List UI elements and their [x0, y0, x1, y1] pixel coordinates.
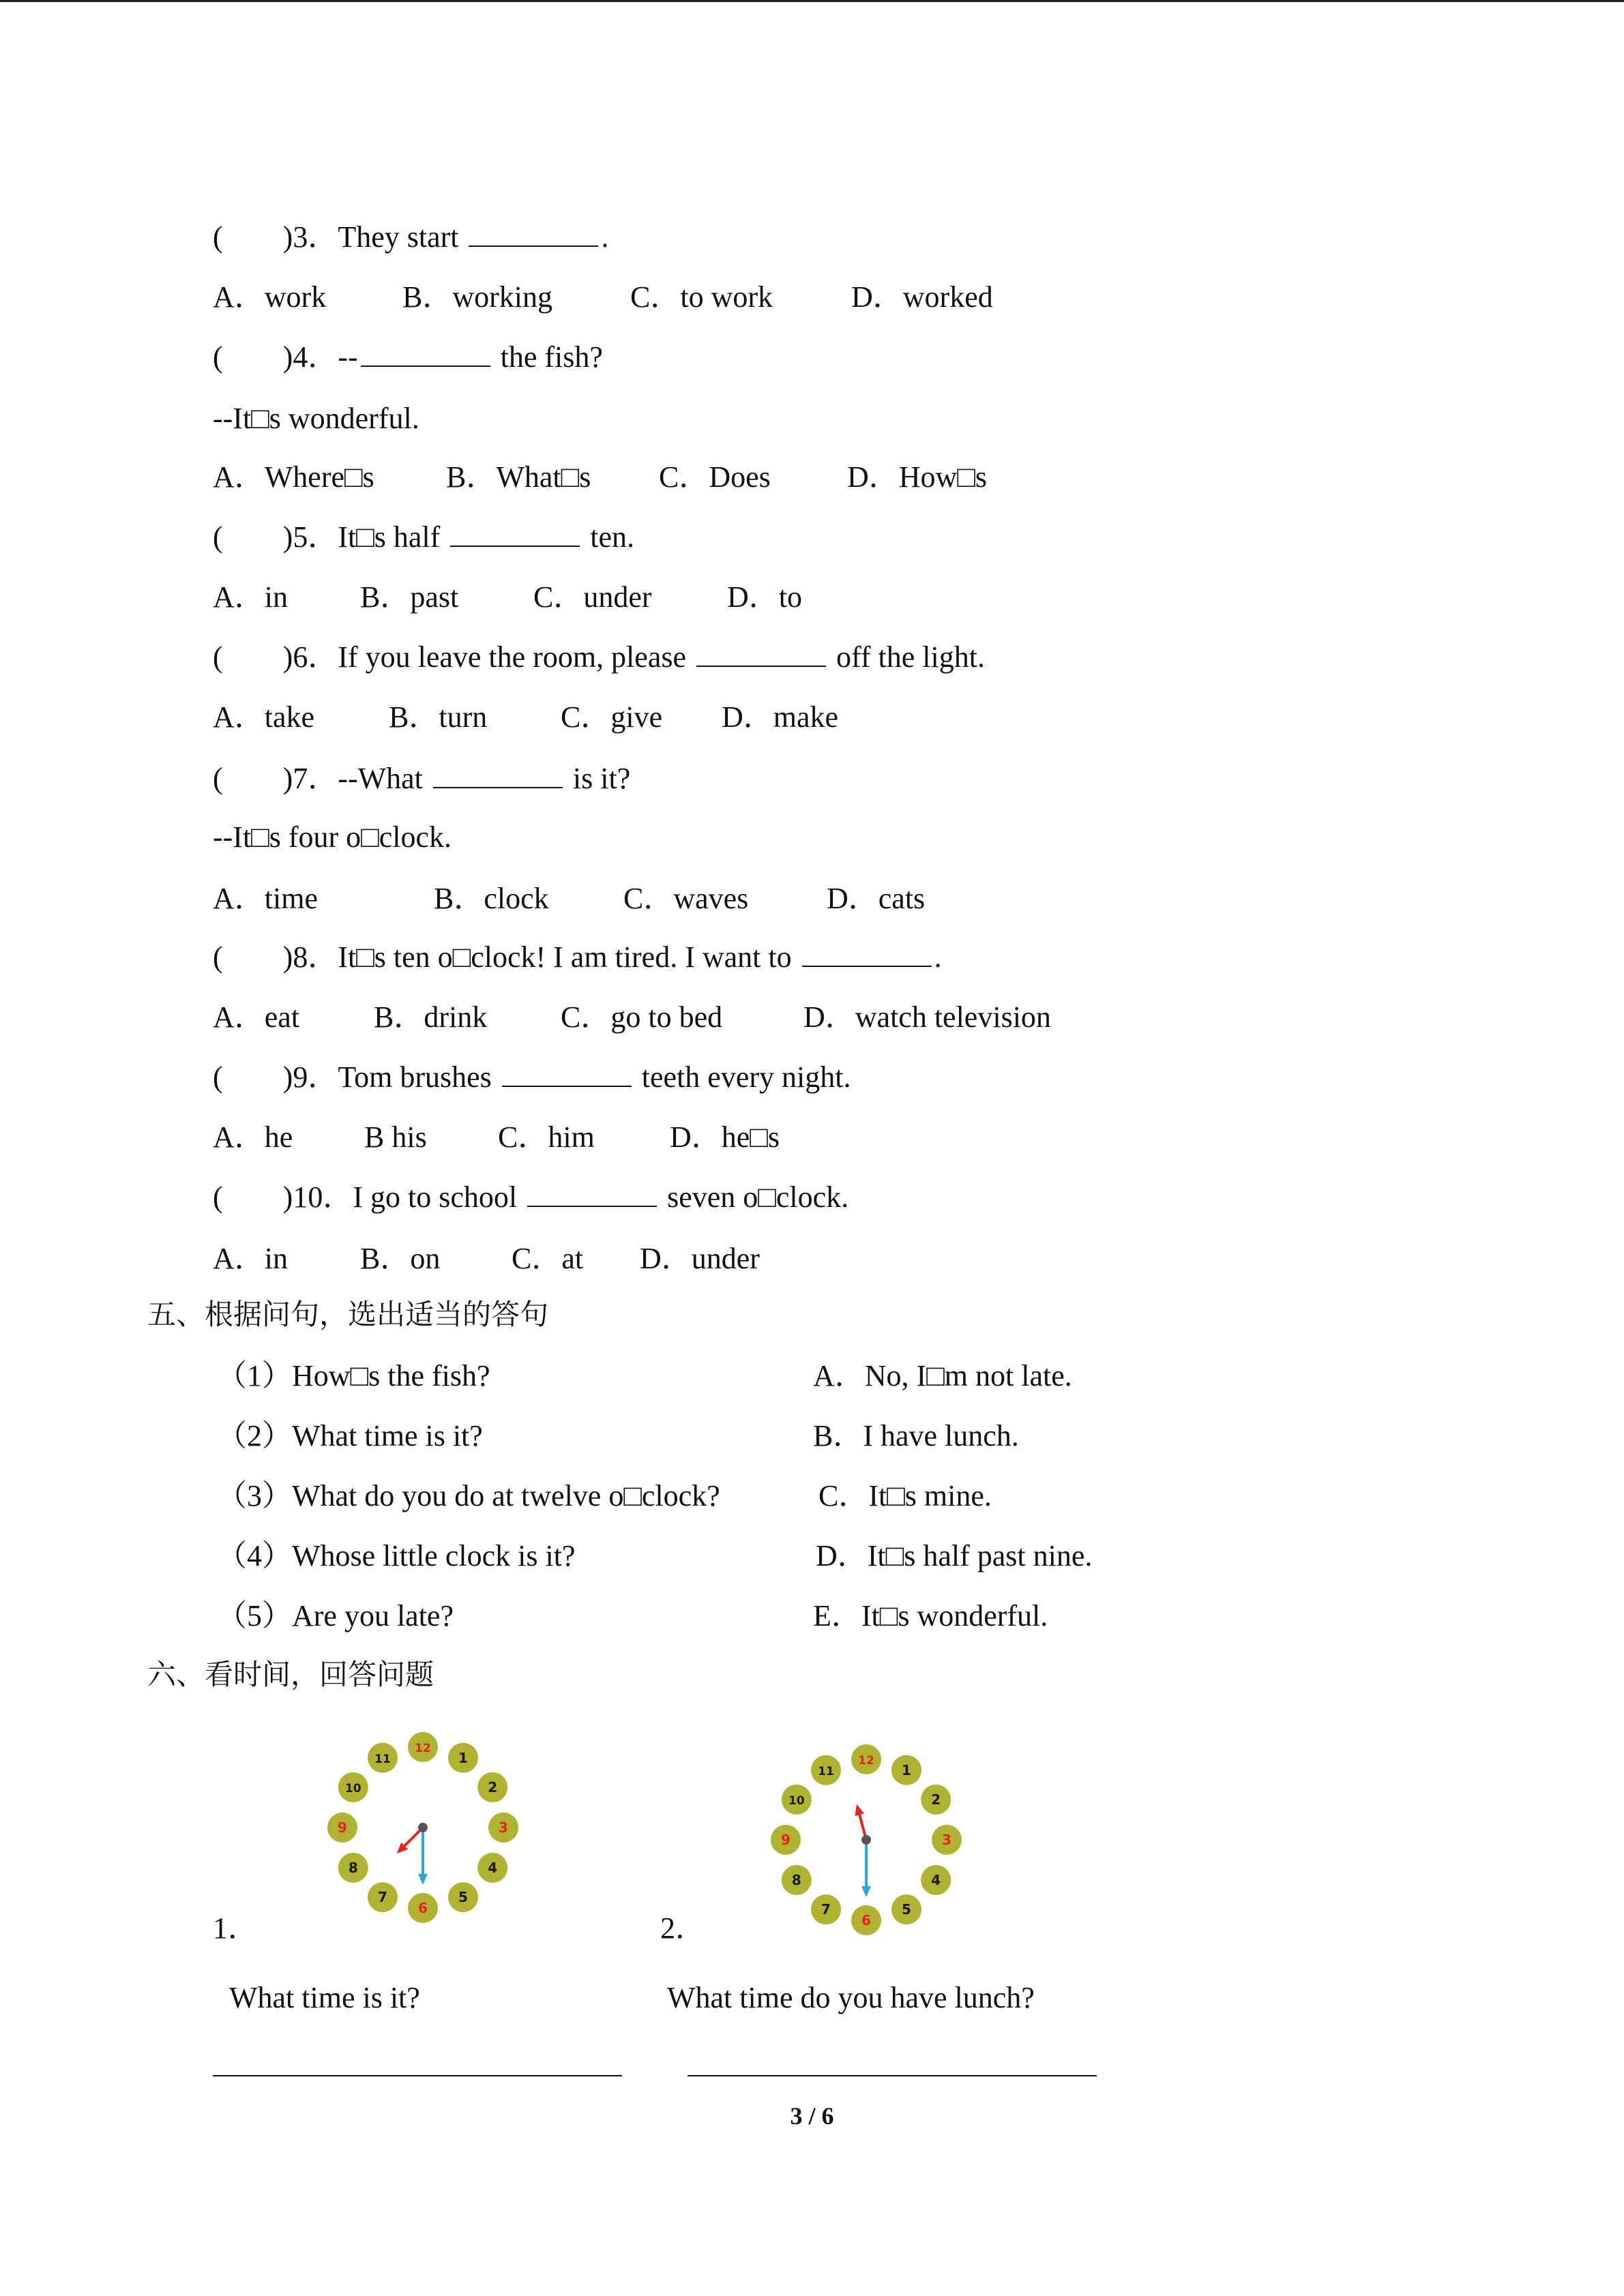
option-A[interactable]: A．Where□s — [213, 460, 374, 494]
option-C[interactable]: C．waves — [623, 882, 749, 915]
option-D[interactable]: D．How□s — [847, 460, 988, 494]
option-B[interactable]: B his — [364, 1120, 427, 1154]
question-7 — [213, 760, 630, 798]
item-1-number: 1． — [213, 1911, 258, 1945]
fill-blank[interactable] — [696, 638, 826, 667]
option-A[interactable]: A．time — [213, 882, 318, 915]
question-9 — [213, 1058, 851, 1097]
answer-paren[interactable]: ( ) — [213, 762, 293, 795]
answer-paren[interactable]: ( ) — [213, 520, 293, 554]
fill-blank[interactable] — [433, 760, 563, 788]
question-text: It□s ten o□clock! I am tired. I want to — [338, 940, 799, 974]
question-number: 3． — [293, 220, 338, 254]
option-D[interactable]: D．make — [722, 700, 839, 734]
minute-hand-tip — [861, 1886, 871, 1897]
answer-paren[interactable]: ( ) — [213, 1060, 293, 1094]
match-question: （1）How□s the fish? — [217, 1359, 490, 1392]
question-number: 6． — [293, 640, 338, 674]
clock-number: 2 — [931, 1791, 941, 1808]
clock-number: 12 — [415, 1742, 431, 1755]
answer-paren[interactable]: ( ) — [213, 640, 293, 674]
clock-number: 10 — [344, 1782, 361, 1795]
option-B[interactable]: B．on — [360, 1242, 441, 1275]
fill-blank[interactable] — [450, 518, 580, 547]
clock-number: 2 — [488, 1779, 498, 1795]
clock-number: 8 — [791, 1872, 801, 1888]
question-number: 8． — [293, 940, 338, 974]
match-answer: A．No, I□m not late. — [813, 1359, 1072, 1392]
clock-number: 12 — [858, 1754, 874, 1768]
clock-hub — [418, 1823, 428, 1832]
clock-number: 8 — [348, 1860, 358, 1876]
fill-blank[interactable] — [469, 218, 598, 247]
clock-number: 3 — [942, 1832, 951, 1848]
clock-number: 6 — [861, 1912, 871, 1928]
option-D[interactable]: D．he□s — [670, 1120, 780, 1154]
question-text: They start — [338, 220, 467, 254]
section6-title: 六、看时间，回答问题 — [147, 1658, 434, 1691]
clock-number: 7 — [378, 1889, 387, 1906]
clock-number: 5 — [458, 1889, 468, 1906]
clock-number: 3 — [499, 1819, 508, 1836]
clock-number: 1 — [458, 1749, 468, 1766]
option-A[interactable]: A．eat — [213, 1000, 300, 1034]
answer-paren[interactable]: ( ) — [213, 1180, 293, 1214]
clock-number: 10 — [788, 1794, 805, 1808]
option-B[interactable]: B．clock — [434, 882, 549, 915]
option-B[interactable]: B．drink — [374, 1000, 488, 1034]
match-question: （4）Whose little clock is it? — [217, 1539, 576, 1572]
question-5 — [213, 518, 634, 556]
hour-hand-tip — [855, 1804, 864, 1816]
fill-blank[interactable] — [527, 1178, 657, 1207]
clock-number: 4 — [931, 1872, 941, 1888]
option-C[interactable]: C．give — [561, 700, 663, 734]
clock-number: 5 — [902, 1901, 911, 1918]
option-D[interactable]: D．to — [727, 580, 802, 614]
option-C[interactable]: C．Does — [659, 460, 771, 494]
clock-number: 9 — [781, 1832, 791, 1848]
question-text-end: teeth every night. — [634, 1060, 851, 1094]
question-text-end: is it? — [565, 762, 631, 795]
dialogue-reply: --It□s four o□clock. — [213, 820, 452, 854]
option-B[interactable]: B．past — [360, 580, 459, 614]
fill-blank[interactable] — [361, 338, 490, 367]
question-text: -- — [338, 340, 358, 374]
answer-paren[interactable]: ( ) — [213, 940, 293, 974]
clock-number: 9 — [338, 1819, 347, 1836]
page-number: 3 / 6 — [790, 2102, 834, 2130]
match-answer: E．It□s wonderful. — [813, 1599, 1048, 1632]
question-number: 5． — [293, 520, 338, 554]
option-B[interactable]: B．What□s — [446, 460, 591, 494]
clock-number: 6 — [418, 1900, 428, 1916]
fill-blank[interactable] — [502, 1058, 632, 1087]
question-text-end: off the light. — [829, 640, 985, 674]
match-answer: D．It□s half past nine. — [816, 1539, 1093, 1572]
question-number: 9． — [293, 1060, 338, 1094]
minute-hand-tip — [418, 1874, 428, 1885]
option-D[interactable]: D．worked — [851, 280, 993, 314]
question-text: Tom brushes — [338, 1060, 499, 1094]
answer-line-2[interactable] — [688, 2075, 1097, 2076]
clock-number: 4 — [488, 1860, 498, 1876]
question-10 — [213, 1178, 848, 1217]
question-text: If you leave the room, please — [338, 640, 694, 674]
option-A[interactable]: A．in — [213, 580, 288, 614]
match-question: （3）What do you do at twelve o□clock? — [217, 1479, 720, 1512]
dialogue-reply: --It□s wonderful. — [213, 402, 419, 435]
question-text-end: the fish? — [492, 340, 603, 374]
item-2-question: What time do you have lunch? — [667, 1981, 1035, 2014]
option-B[interactable]: B．working — [402, 280, 552, 314]
question-text-end: . — [934, 940, 942, 974]
option-A[interactable]: A．work — [213, 280, 327, 314]
match-question: （2）What time is it? — [217, 1419, 483, 1452]
fill-blank[interactable] — [802, 938, 932, 967]
clock-number: 1 — [902, 1761, 911, 1778]
question-text-end: . — [601, 220, 609, 254]
option-C[interactable]: C．at — [512, 1242, 584, 1275]
clock-number: 11 — [818, 1764, 834, 1778]
option-B[interactable]: B．turn — [389, 700, 488, 734]
answer-paren[interactable]: ( ) — [213, 340, 293, 374]
question-4 — [213, 338, 603, 376]
question-text: I go to school — [353, 1180, 525, 1214]
clock-icon — [321, 1725, 525, 1930]
page-top-border — [0, 0, 1624, 2]
item-1-question: What time is it? — [229, 1981, 420, 2014]
question-3 — [213, 218, 608, 256]
clock-number: 7 — [821, 1901, 831, 1918]
option-A[interactable]: A．he — [213, 1120, 293, 1154]
clock-icon — [764, 1738, 969, 1942]
match-question: （5）Are you late? — [217, 1599, 454, 1632]
option-D[interactable]: D．cats — [827, 882, 926, 915]
option-A[interactable]: A．take — [213, 700, 315, 734]
question-6 — [213, 638, 985, 676]
option-A[interactable]: A．in — [213, 1242, 288, 1275]
question-number: 7． — [293, 762, 338, 795]
option-C[interactable]: C．under — [533, 580, 652, 614]
question-number: 10． — [293, 1180, 353, 1214]
option-D[interactable]: D．watch television — [803, 1000, 1051, 1034]
question-text-end: ten. — [582, 520, 635, 554]
answer-line-1[interactable] — [213, 2075, 622, 2076]
question-text: It□s half — [338, 520, 448, 554]
option-D[interactable]: D．under — [640, 1242, 760, 1275]
question-8 — [213, 938, 942, 976]
option-C[interactable]: C．go to bed — [561, 1000, 723, 1034]
option-C[interactable]: C．him — [498, 1120, 595, 1154]
question-text: --What — [338, 762, 430, 795]
option-C[interactable]: C．to work — [630, 280, 773, 314]
match-answer: B．I have lunch. — [813, 1419, 1019, 1452]
section5-title: 五、根据问句，选出适当的答句 — [147, 1298, 549, 1331]
match-answer: C．It□s mine. — [818, 1479, 992, 1512]
clock-hub — [861, 1835, 871, 1845]
item-2-number: 2． — [660, 1911, 705, 1945]
question-text-end: seven o□clock. — [660, 1180, 849, 1214]
question-number: 4． — [293, 340, 338, 374]
clock-number: 11 — [374, 1752, 391, 1766]
answer-paren[interactable]: ( ) — [213, 220, 293, 254]
